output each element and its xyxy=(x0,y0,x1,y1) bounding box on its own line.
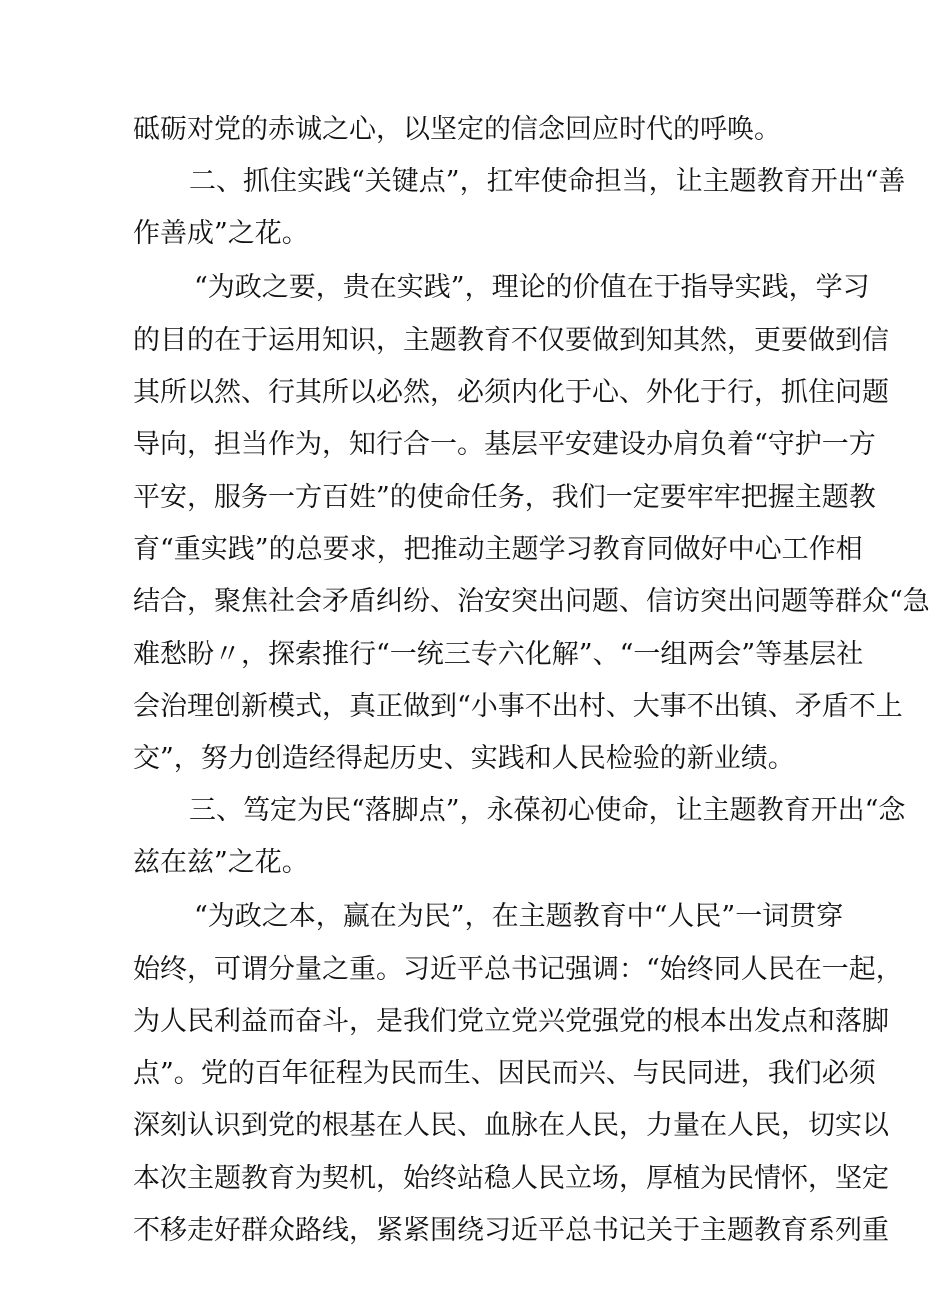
paragraph-2-line-4: 导向，担当作为，知行合一。基层平安建设办肩负着“守护一方 xyxy=(133,429,876,460)
section-heading-3-line-1: 三、笃定为民“落脚点”，永葆初心使命，让主题教育开出“念 xyxy=(189,795,906,826)
paragraph-2-line-3: 其所以然、行其所以必然，必须内化于心、外化于行，抓住问题 xyxy=(133,377,889,408)
section-heading-2-line-1: 二、抓住实践“关键点”，扛牢使命担当，让主题教育开出“善 xyxy=(189,166,906,197)
paragraph-2-line-8: 难愁盼〃，探索推行“一统三专六化解”、“一组两会”等基层社 xyxy=(133,639,864,670)
paragraph-2-line-6: 育“重实践”的总要求，把推动主题学习教育同做好中心工作相 xyxy=(133,534,863,565)
paragraph-2-line-2: 的目的在于运用知识，主题教育不仅要做到知其然，更要做到信 xyxy=(133,325,889,356)
paragraph-3-line-7: 不移走好群众路线，紧紧围绕习近平总书记关于主题教育系列重 xyxy=(133,1215,889,1246)
paragraph-2-line-9: 会治理创新模式，真正做到“小事不出村、大事不出镇、矛盾不上 xyxy=(133,691,903,722)
section-heading-2-line-2: 作善成”之花。 xyxy=(133,218,309,249)
text-line-1: 砥砺对党的赤诚之心，以坚定的信念回应时代的呼唤。 xyxy=(133,114,781,145)
paragraph-2-line-10: 交”，努力创造经得起历史、实践和人民检验的新业绩。 xyxy=(133,743,795,774)
paragraph-2-line-7: 结合，聚焦社会矛盾纠纷、治安突出问题、信访突出问题等群众“急 xyxy=(133,586,930,617)
paragraph-3-line-2: 始终，可谓分量之重。习近平总书记强调：“始终同人民在一起， xyxy=(133,954,903,985)
paragraph-2-line-5: 平安，服务一方百姓”的使命任务，我们一定要牢牢把握主题教 xyxy=(133,482,876,513)
section-heading-3-line-2: 兹在兹”之花。 xyxy=(133,847,309,878)
paragraph-3-line-6: 本次主题教育为契机，始终站稳人民立场，厚植为民情怀，坚定 xyxy=(133,1163,889,1194)
paragraph-3-line-5: 深刻认识到党的根基在人民、血脉在人民，力量在人民，切实以 xyxy=(133,1110,889,1141)
paragraph-3-line-3: 为人民利益而奋斗，是我们党立党兴党强党的根本出发点和落脚 xyxy=(133,1006,889,1037)
paragraph-3-line-4: 点”。党的百年征程为民而生、因民而兴、与民同进，我们必须 xyxy=(133,1058,876,1089)
paragraph-3-line-1: “为政之本，赢在为民”，在主题教育中“人民”一词贯穿 xyxy=(194,901,844,932)
paragraph-2-line-1: “为政之要，贵在实践”，理论的价值在于指导实践，学习 xyxy=(194,272,870,303)
